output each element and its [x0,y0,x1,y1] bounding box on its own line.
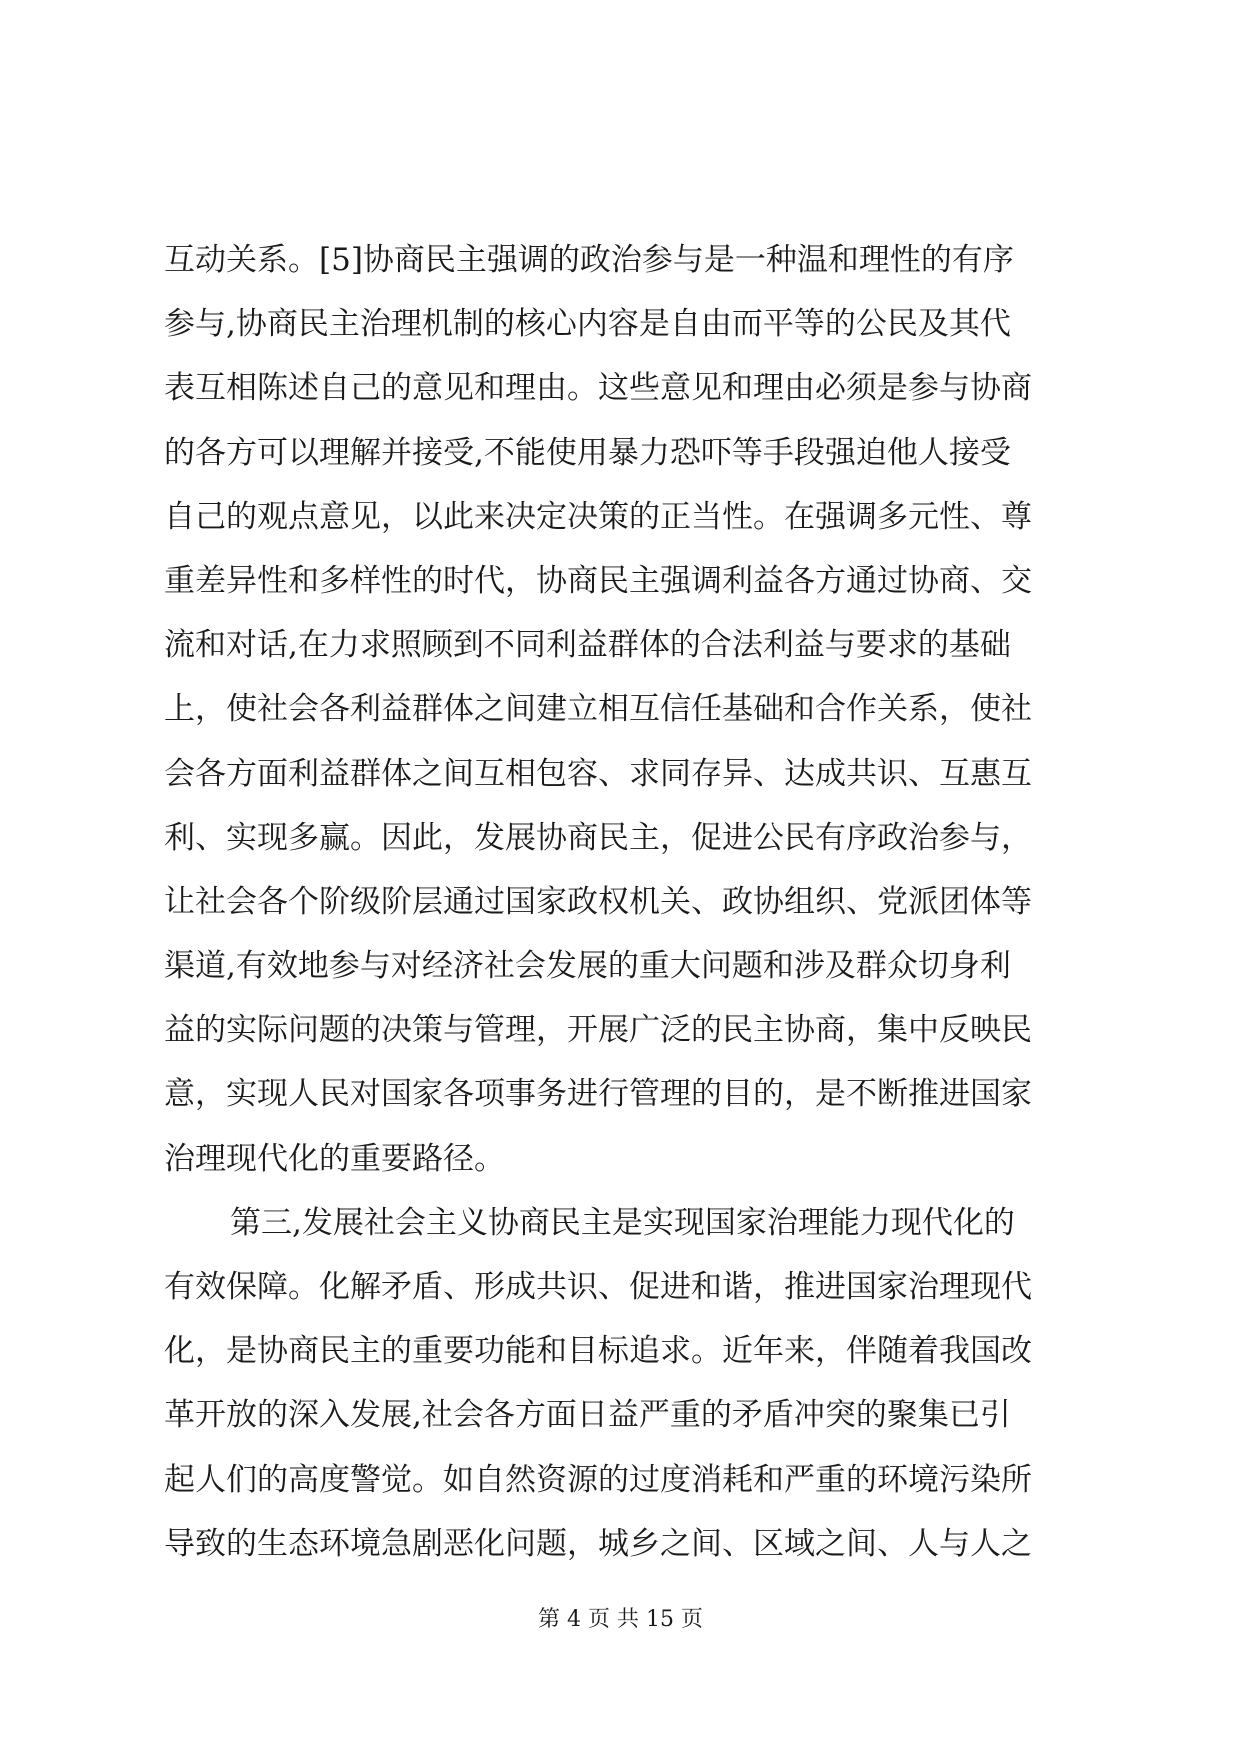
text-line: 化，是协商民主的重要功能和目标追求。近年来，伴随着我国改 [164,1333,1032,1370]
text-line: 利、实现多赢。因此，发展协商民主，促进公民有序政治参与， [164,819,1032,856]
text-line: 渠道,有效地参与对经济社会发展的重大问题和涉及群众切身利 [164,948,1011,985]
page-number-label: 第 4 页 共 15 页 [538,1607,703,1632]
text-line: 革开放的深入发展,社会各方面日益严重的矛盾冲突的聚集已引 [164,1397,1011,1434]
text-line: 互动关系。[5]协商民主强调的政治参与是一种温和理性的有序 [164,242,1014,278]
text-line: 的各方可以理解并接受,不能使用暴力恐吓等手段强迫他人接受 [164,434,1011,471]
text-line: 流和对话,在力求照顾到不同利益群体的合法利益与要求的基础 [164,627,1011,664]
text-line: 意，实现人民对国家各项事务进行管理的目的，是不断推进国家 [164,1076,1032,1113]
paragraph-start-line: 第三,发展社会主义协商民主是实现国家治理能力现代化的 [230,1204,1015,1241]
text-line: 自己的观点意见，以此来决定决策的正当性。在强调多元性、尊 [164,498,1032,535]
page-footer [0,1605,1241,1635]
text-line: 益的实际问题的决策与管理，开展广泛的民主协商，集中反映民 [164,1012,1032,1049]
text-line: 上，使社会各利益群体之间建立相互信任基础和合作关系，使社 [164,691,1032,728]
text-line: 参与,协商民主治理机制的核心内容是自由而平等的公民及其代 [164,306,1011,343]
text-line: 导致的生态环境急剧恶化问题，城乡之间、区域之间、人与人之 [164,1525,1032,1562]
text-line: 重差异性和多样性的时代，协商民主强调利益各方通过协商、交 [164,562,1032,599]
text-line: 表互相陈述自己的意见和理由。这些意见和理由必须是参与协商 [164,370,1032,407]
text-line: 治理现代化的重要路径。 [164,1140,505,1177]
body-text [164,228,1084,1576]
text-line: 让社会各个阶级阶层通过国家政权机关、政协组织、党派团体等 [164,883,1032,920]
text-line: 会各方面利益群体之间互相包容、求同存异、达成共识、互惠互 [164,755,1032,792]
text-line: 有效保障。化解矛盾、形成共识、促进和谐，推进国家治理现代 [164,1269,1032,1305]
text-line: 起人们的高度警觉。如自然资源的过度消耗和严重的环境污染所 [164,1461,1032,1498]
